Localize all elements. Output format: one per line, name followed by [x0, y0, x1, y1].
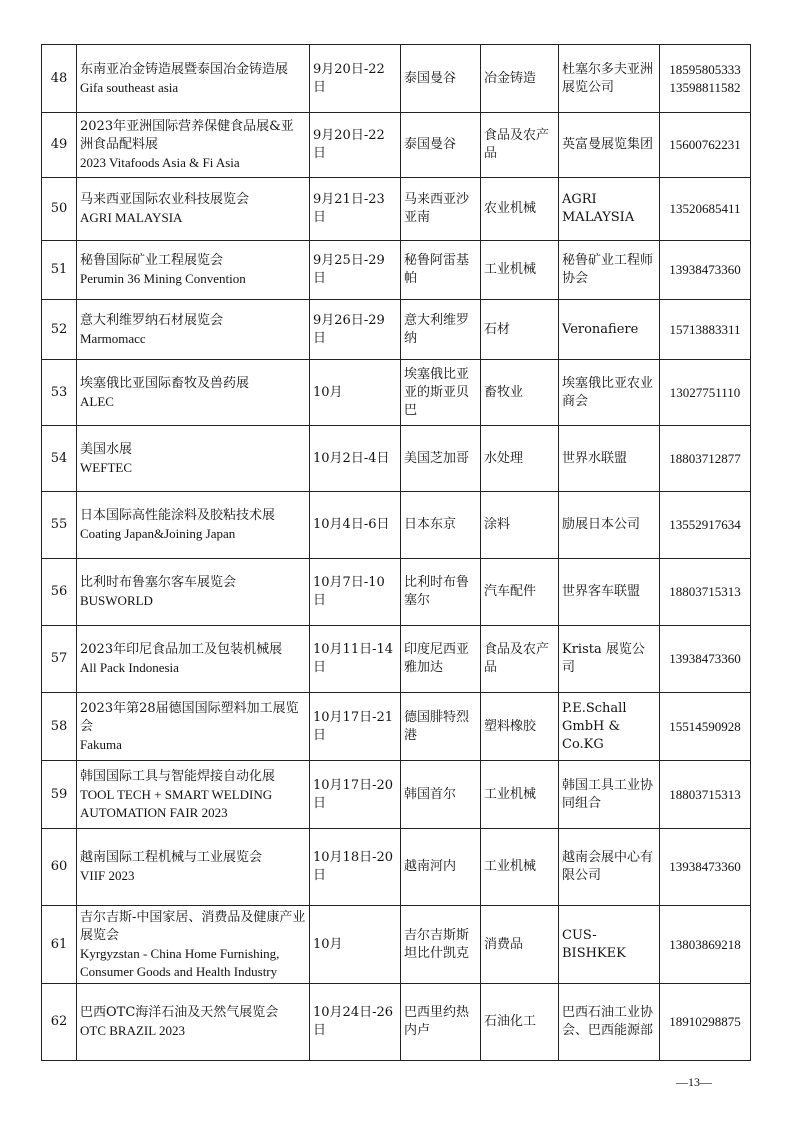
contact-phone [660, 426, 751, 492]
contact-phone [660, 984, 751, 1061]
exhibition-name-en: Marmomacc [80, 330, 146, 346]
exhibition-date: 9月26日-29日 [310, 300, 401, 360]
exhibition-location: 韩国首尔 [401, 761, 481, 829]
exhibition-name-zh: 2023年亚洲国际营养保健食品展&亚洲食品配料展 [80, 119, 294, 152]
organizer: 越南会展中心有限公司 [559, 829, 660, 906]
table-row [42, 829, 751, 906]
contact-phone [660, 829, 751, 906]
exhibition-location: 美国芝加哥 [401, 426, 481, 492]
table-row [42, 426, 751, 492]
organizer: 英富曼展览集团 [559, 113, 660, 178]
table-row [42, 626, 751, 693]
exhibition-name-zh: 美国水展 [80, 441, 133, 457]
exhibition-name [77, 178, 310, 241]
exhibition-name-en: TOOL TECH + SMART WELDING AUTOMATION FAIR 2023 [80, 786, 273, 820]
exhibition-name-en: WEFTEC [80, 459, 132, 475]
phone-number: 13938473360 [669, 859, 741, 874]
row-number: 48 [42, 45, 77, 113]
exhibition-name-zh: 秘鲁国际矿业工程展览会 [80, 253, 224, 268]
exhibition-name [77, 45, 310, 113]
contact-phone [660, 113, 751, 178]
contact-phone [660, 492, 751, 559]
exhibition-name [77, 829, 310, 906]
exhibition-name [77, 761, 310, 829]
phone-number: 13938473360 [669, 651, 741, 666]
exhibition-location: 泰国曼谷 [401, 45, 481, 113]
exhibition-location: 秘鲁阿雷基帕 [401, 241, 481, 300]
industry-category: 水处理 [481, 426, 559, 492]
exhibition-name-en: BUSWORLD [80, 593, 153, 608]
phone-number: 13598811582 [669, 79, 741, 95]
contact-phone [660, 45, 751, 113]
exhibition-location: 越南河内 [401, 829, 481, 906]
exhibition-date: 10月 [310, 906, 401, 984]
organizer: Veronafiere [559, 300, 660, 360]
industry-category: 农业机械 [481, 178, 559, 241]
exhibition-location: 泰国曼谷 [401, 113, 481, 178]
exhibition-name-zh: 日本国际高性能涂料及胶粘技术展 [80, 508, 276, 523]
organizer: P.E.Schall GmbH & Co.KG [559, 693, 660, 761]
exhibition-name [77, 360, 310, 426]
exhibition-location: 吉尔吉斯斯坦比什凯克 [401, 906, 481, 984]
contact-phone [660, 761, 751, 829]
exhibition-date: 9月25日-29日 [310, 241, 401, 300]
phone-number: 13938473360 [669, 262, 741, 277]
row-number: 60 [42, 829, 77, 906]
row-number: 52 [42, 300, 77, 360]
table-row [42, 360, 751, 426]
exhibition-name-en: ALEC [80, 393, 114, 409]
phone-number: 13027751110 [669, 384, 741, 400]
organizer: AGRI MALAYSIA [559, 178, 660, 241]
organizer: 韩国工具工业协同组合 [559, 761, 660, 829]
exhibition-name [77, 426, 310, 492]
exhibition-name-zh: 越南国际工程机械与工业展览会 [80, 850, 263, 865]
exhibition-name [77, 300, 310, 360]
phone-number: 18910298875 [669, 1014, 741, 1029]
industry-category: 冶金铸造 [481, 45, 559, 113]
industry-category: 工业机械 [481, 829, 559, 906]
exhibition-date: 10月17日-20日 [310, 761, 401, 829]
exhibition-name-en: All Pack Indonesia [80, 660, 179, 675]
table-row [42, 300, 751, 360]
exhibition-location: 巴西里约热内卢 [401, 984, 481, 1061]
exhibition-name [77, 492, 310, 559]
exhibition-date: 9月21日-23日 [310, 178, 401, 241]
organizer: CUS-BISHKEK [559, 906, 660, 984]
exhibition-location: 德国腓特烈港 [401, 693, 481, 761]
phone-number: 18803712877 [669, 450, 741, 466]
contact-phone [660, 300, 751, 360]
phone-number: 13803869218 [669, 936, 741, 952]
exhibition-table [41, 44, 751, 1061]
row-number: 61 [42, 906, 77, 984]
exhibition-name-zh: 吉尔吉斯-中国家居、消费品及健康产业展览会 [80, 909, 306, 943]
exhibition-name-en: 2023 Vitafoods Asia & Fi Asia [80, 155, 240, 170]
phone-number: 13552917634 [669, 517, 741, 532]
exhibition-name-zh: 意大利维罗纳石材展览会 [80, 312, 224, 328]
contact-phone [660, 626, 751, 693]
contact-phone [660, 906, 751, 984]
exhibition-date: 10月11日-14日 [310, 626, 401, 693]
row-number: 56 [42, 559, 77, 626]
exhibition-name-en: OTC BRAZIL 2023 [80, 1023, 185, 1038]
row-number: 51 [42, 241, 77, 300]
phone-number: 15514590928 [669, 718, 741, 734]
row-number: 54 [42, 426, 77, 492]
exhibition-location: 比利时布鲁塞尔 [401, 559, 481, 626]
row-number: 58 [42, 693, 77, 761]
table-row [42, 113, 751, 178]
exhibition-location: 马来西亚沙亚南 [401, 178, 481, 241]
exhibition-date: 10月 [310, 360, 401, 426]
exhibition-name-zh: 东南亚冶金铸造展暨泰国冶金铸造展 [80, 61, 289, 77]
phone-number: 18803715313 [669, 786, 741, 802]
exhibition-date: 10月4日-6日 [310, 492, 401, 559]
contact-phone [660, 241, 751, 300]
table-row [42, 906, 751, 984]
industry-category: 工业机械 [481, 761, 559, 829]
phone-number: 13520685411 [669, 201, 741, 216]
organizer: 秘鲁矿业工程师协会 [559, 241, 660, 300]
exhibition-name [77, 906, 310, 984]
exhibition-name [77, 984, 310, 1061]
exhibition-name-zh: 2023年印尼食品加工及包装机械展 [80, 642, 283, 657]
exhibition-location: 埃塞俄比亚亚的斯亚贝巴 [401, 360, 481, 426]
exhibition-name-en: Fakuma [80, 736, 122, 752]
row-number: 50 [42, 178, 77, 241]
table-row [42, 761, 751, 829]
organizer: 杜塞尔多夫亚洲展览公司 [559, 45, 660, 113]
exhibition-name-zh: 马来西亚国际农业科技展览会 [80, 192, 250, 207]
organizer: 世界客车联盟 [559, 559, 660, 626]
industry-category: 工业机械 [481, 241, 559, 300]
exhibition-name [77, 241, 310, 300]
industry-category: 石材 [481, 300, 559, 360]
table-row [42, 178, 751, 241]
exhibition-location: 意大利维罗纳 [401, 300, 481, 360]
table-row [42, 492, 751, 559]
exhibition-date: 10月18日-20日 [310, 829, 401, 906]
phone-number: 18595805333 [669, 61, 741, 77]
exhibition-location: 印度尼西亚雅加达 [401, 626, 481, 693]
table-row [42, 45, 751, 113]
exhibition-name-zh: 埃塞俄比亚国际畜牧及兽药展 [80, 375, 250, 391]
exhibition-name-en: VIIF 2023 [80, 868, 135, 883]
exhibition-name-zh: 韩国国际工具与智能焊接自动化展 [80, 768, 276, 784]
exhibition-name-en: AGRI MALAYSIA [80, 210, 183, 225]
exhibition-name-en: Kyrgyzstan - China Home Furnishing, Consumer Goods and Health Industry [80, 945, 280, 979]
row-number: 55 [42, 492, 77, 559]
table-row [42, 984, 751, 1061]
industry-category: 汽车配件 [481, 559, 559, 626]
industry-category: 消费品 [481, 906, 559, 984]
industry-category: 畜牧业 [481, 360, 559, 426]
table-row [42, 241, 751, 300]
exhibition-name [77, 626, 310, 693]
exhibition-date: 9月20日-22日 [310, 113, 401, 178]
page-number: —13— [676, 1075, 712, 1089]
exhibition-date: 9月20日-22日 [310, 45, 401, 113]
exhibition-name-zh: 2023年第28届德国国际塑料加工展览会 [80, 700, 299, 734]
exhibition-name-zh: 比利时布鲁塞尔客车展览会 [80, 575, 237, 590]
exhibition-location: 日本东京 [401, 492, 481, 559]
phone-number: 18803715313 [669, 584, 741, 599]
exhibition-name-zh: 巴西OTC海洋石油及天然气展览会 [80, 1005, 279, 1020]
phone-number: 15600762231 [669, 137, 741, 152]
exhibition-name-en: Gifa southeast asia [80, 79, 179, 95]
row-number: 49 [42, 113, 77, 178]
contact-phone [660, 360, 751, 426]
exhibition-name [77, 693, 310, 761]
phone-number: 15713883311 [669, 321, 741, 337]
exhibition-name-en: Coating Japan&Joining Japan [80, 526, 236, 541]
organizer: Krista 展览公司 [559, 626, 660, 693]
organizer: 埃塞俄比亚农业商会 [559, 360, 660, 426]
row-number: 57 [42, 626, 77, 693]
exhibition-date: 10月24日-26日 [310, 984, 401, 1061]
organizer: 励展日本公司 [559, 492, 660, 559]
industry-category: 石油化工 [481, 984, 559, 1061]
contact-phone [660, 559, 751, 626]
table-row [42, 693, 751, 761]
exhibition-date: 10月17日-21日 [310, 693, 401, 761]
exhibition-name [77, 559, 310, 626]
table-row [42, 559, 751, 626]
contact-phone [660, 693, 751, 761]
industry-category: 涂料 [481, 492, 559, 559]
industry-category: 食品及农产品 [481, 113, 559, 178]
industry-category: 食品及农产品 [481, 626, 559, 693]
organizer: 巴西石油工业协会、巴西能源部 [559, 984, 660, 1061]
exhibition-name [77, 113, 310, 178]
organizer: 世界水联盟 [559, 426, 660, 492]
industry-category: 塑料橡胶 [481, 693, 559, 761]
exhibition-date: 10月7日-10日 [310, 559, 401, 626]
row-number: 53 [42, 360, 77, 426]
row-number: 59 [42, 761, 77, 829]
exhibition-name-en: Perumin 36 Mining Convention [80, 271, 246, 286]
exhibition-date: 10月2日-4日 [310, 426, 401, 492]
row-number: 62 [42, 984, 77, 1061]
contact-phone [660, 178, 751, 241]
